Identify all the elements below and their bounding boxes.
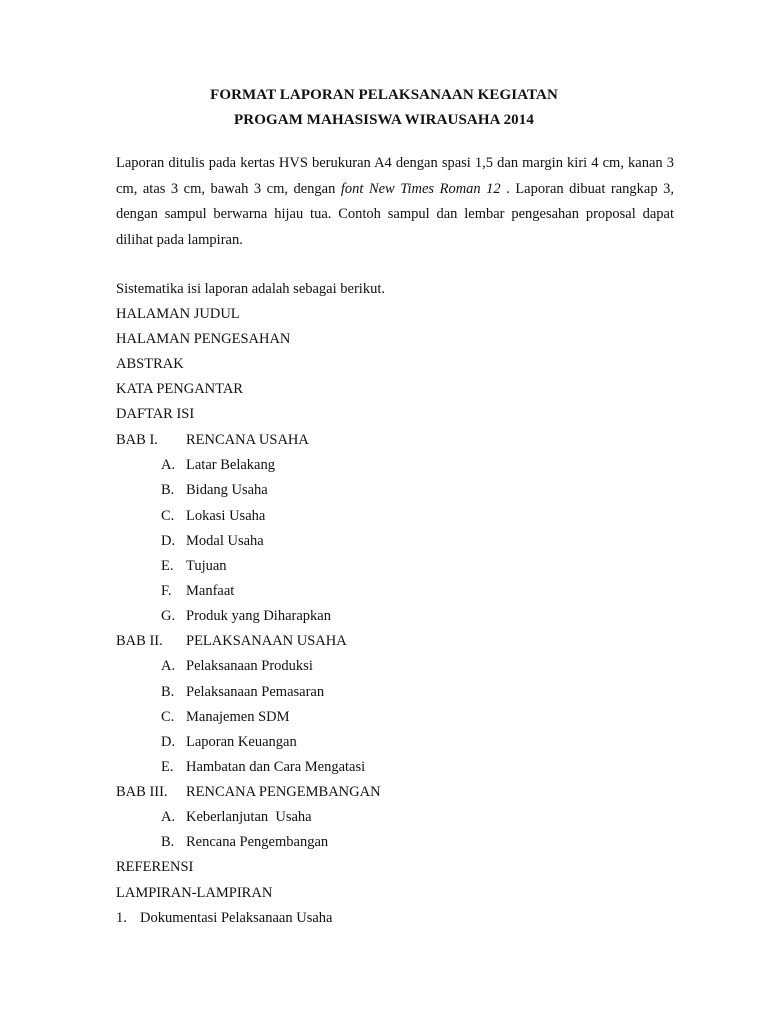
chapter-title: RENCANA PENGEMBANGAN	[186, 784, 381, 800]
chapter-title: RENCANA USAHA	[186, 432, 309, 448]
list-item-letter: C.	[161, 508, 175, 524]
list-item-letter: E.	[161, 759, 174, 775]
list-item-text: Produk yang Diharapkan	[186, 608, 331, 624]
list-item-text: Manajemen SDM	[186, 709, 290, 725]
list-item-text: Rencana Pengembangan	[186, 834, 329, 850]
back-matter-item: REFERENSI	[116, 859, 194, 875]
front-matter-item: DAFTAR ISI	[116, 406, 195, 422]
document-title-line-2: PROGAM MAHASISWA WIRAUSAHA 2014	[234, 112, 534, 128]
list-item-text: Bidang Usaha	[186, 482, 268, 498]
intro-italic-font: font New Times Roman 12	[340, 180, 507, 197]
list-item-text: Pelaksanaan Pemasaran	[186, 684, 325, 700]
chapter-label: BAB II.	[116, 633, 163, 649]
chapter-label: BAB III.	[116, 784, 168, 800]
chapter-title: PELAKSANAAN USAHA	[186, 633, 347, 649]
list-item-text: Hambatan dan Cara Mengatasi	[186, 759, 366, 775]
chapter-label: BAB I.	[116, 432, 158, 448]
list-item-letter: B.	[161, 684, 175, 700]
list-item-text: Pelaksanaan Produksi	[186, 658, 313, 674]
list-item-text: Latar Belakang	[186, 457, 275, 473]
list-item-text: Lokasi Usaha	[186, 508, 266, 524]
list-item-letter: D.	[161, 533, 176, 549]
list-item-letter: E.	[161, 558, 174, 574]
front-matter-item: ABSTRAK	[116, 356, 184, 372]
intro-paragraph	[116, 151, 674, 253]
list-item-letter: B.	[161, 834, 175, 850]
front-matter-item: KATA PENGANTAR	[116, 381, 243, 397]
intro-text-2: . Laporan dibuat rangkap 3, dengan sampul berwarna hijau tua. Contoh sampul dan lembar pengesahan proposal dapat dilihat pada lampiran.	[116, 180, 674, 248]
systematic-intro: Sistematika isi laporan adalah sebagai berikut.	[116, 281, 385, 297]
list-item-text: Manfaat	[186, 583, 235, 599]
intro-text-1: Laporan ditulis pada kertas HVS berukuran A4 dengan spasi 1,5 dan margin kiri 4 cm, kanan 3 cm, atas 3 cm, bawah 3 cm, dengan	[116, 155, 674, 197]
list-item-letter: A.	[161, 809, 176, 825]
appendix-item-text: Dokumentasi Pelaksanaan Usaha	[140, 910, 333, 926]
list-item-letter: B.	[161, 482, 175, 498]
list-item-text: Laporan Keuangan	[186, 734, 297, 750]
list-item-text: Keberlanjutan Usaha	[186, 809, 312, 825]
document-title-line-1: FORMAT LAPORAN PELAKSANAAN KEGIATAN	[210, 87, 558, 103]
list-item-letter: D.	[161, 734, 176, 750]
list-item-text: Tujuan	[186, 558, 227, 574]
list-item-letter: A.	[161, 658, 176, 674]
list-item-text: Modal Usaha	[186, 533, 264, 549]
list-item-letter: F.	[161, 583, 172, 599]
list-item-letter: G.	[161, 608, 176, 624]
back-matter-item: LAMPIRAN-LAMPIRAN	[116, 885, 273, 901]
list-item-letter: A.	[161, 457, 176, 473]
front-matter-item: HALAMAN PENGESAHAN	[116, 331, 291, 347]
list-item-letter: C.	[161, 709, 175, 725]
appendix-item-number: 1.	[116, 910, 127, 926]
front-matter-item: HALAMAN JUDUL	[116, 306, 240, 322]
